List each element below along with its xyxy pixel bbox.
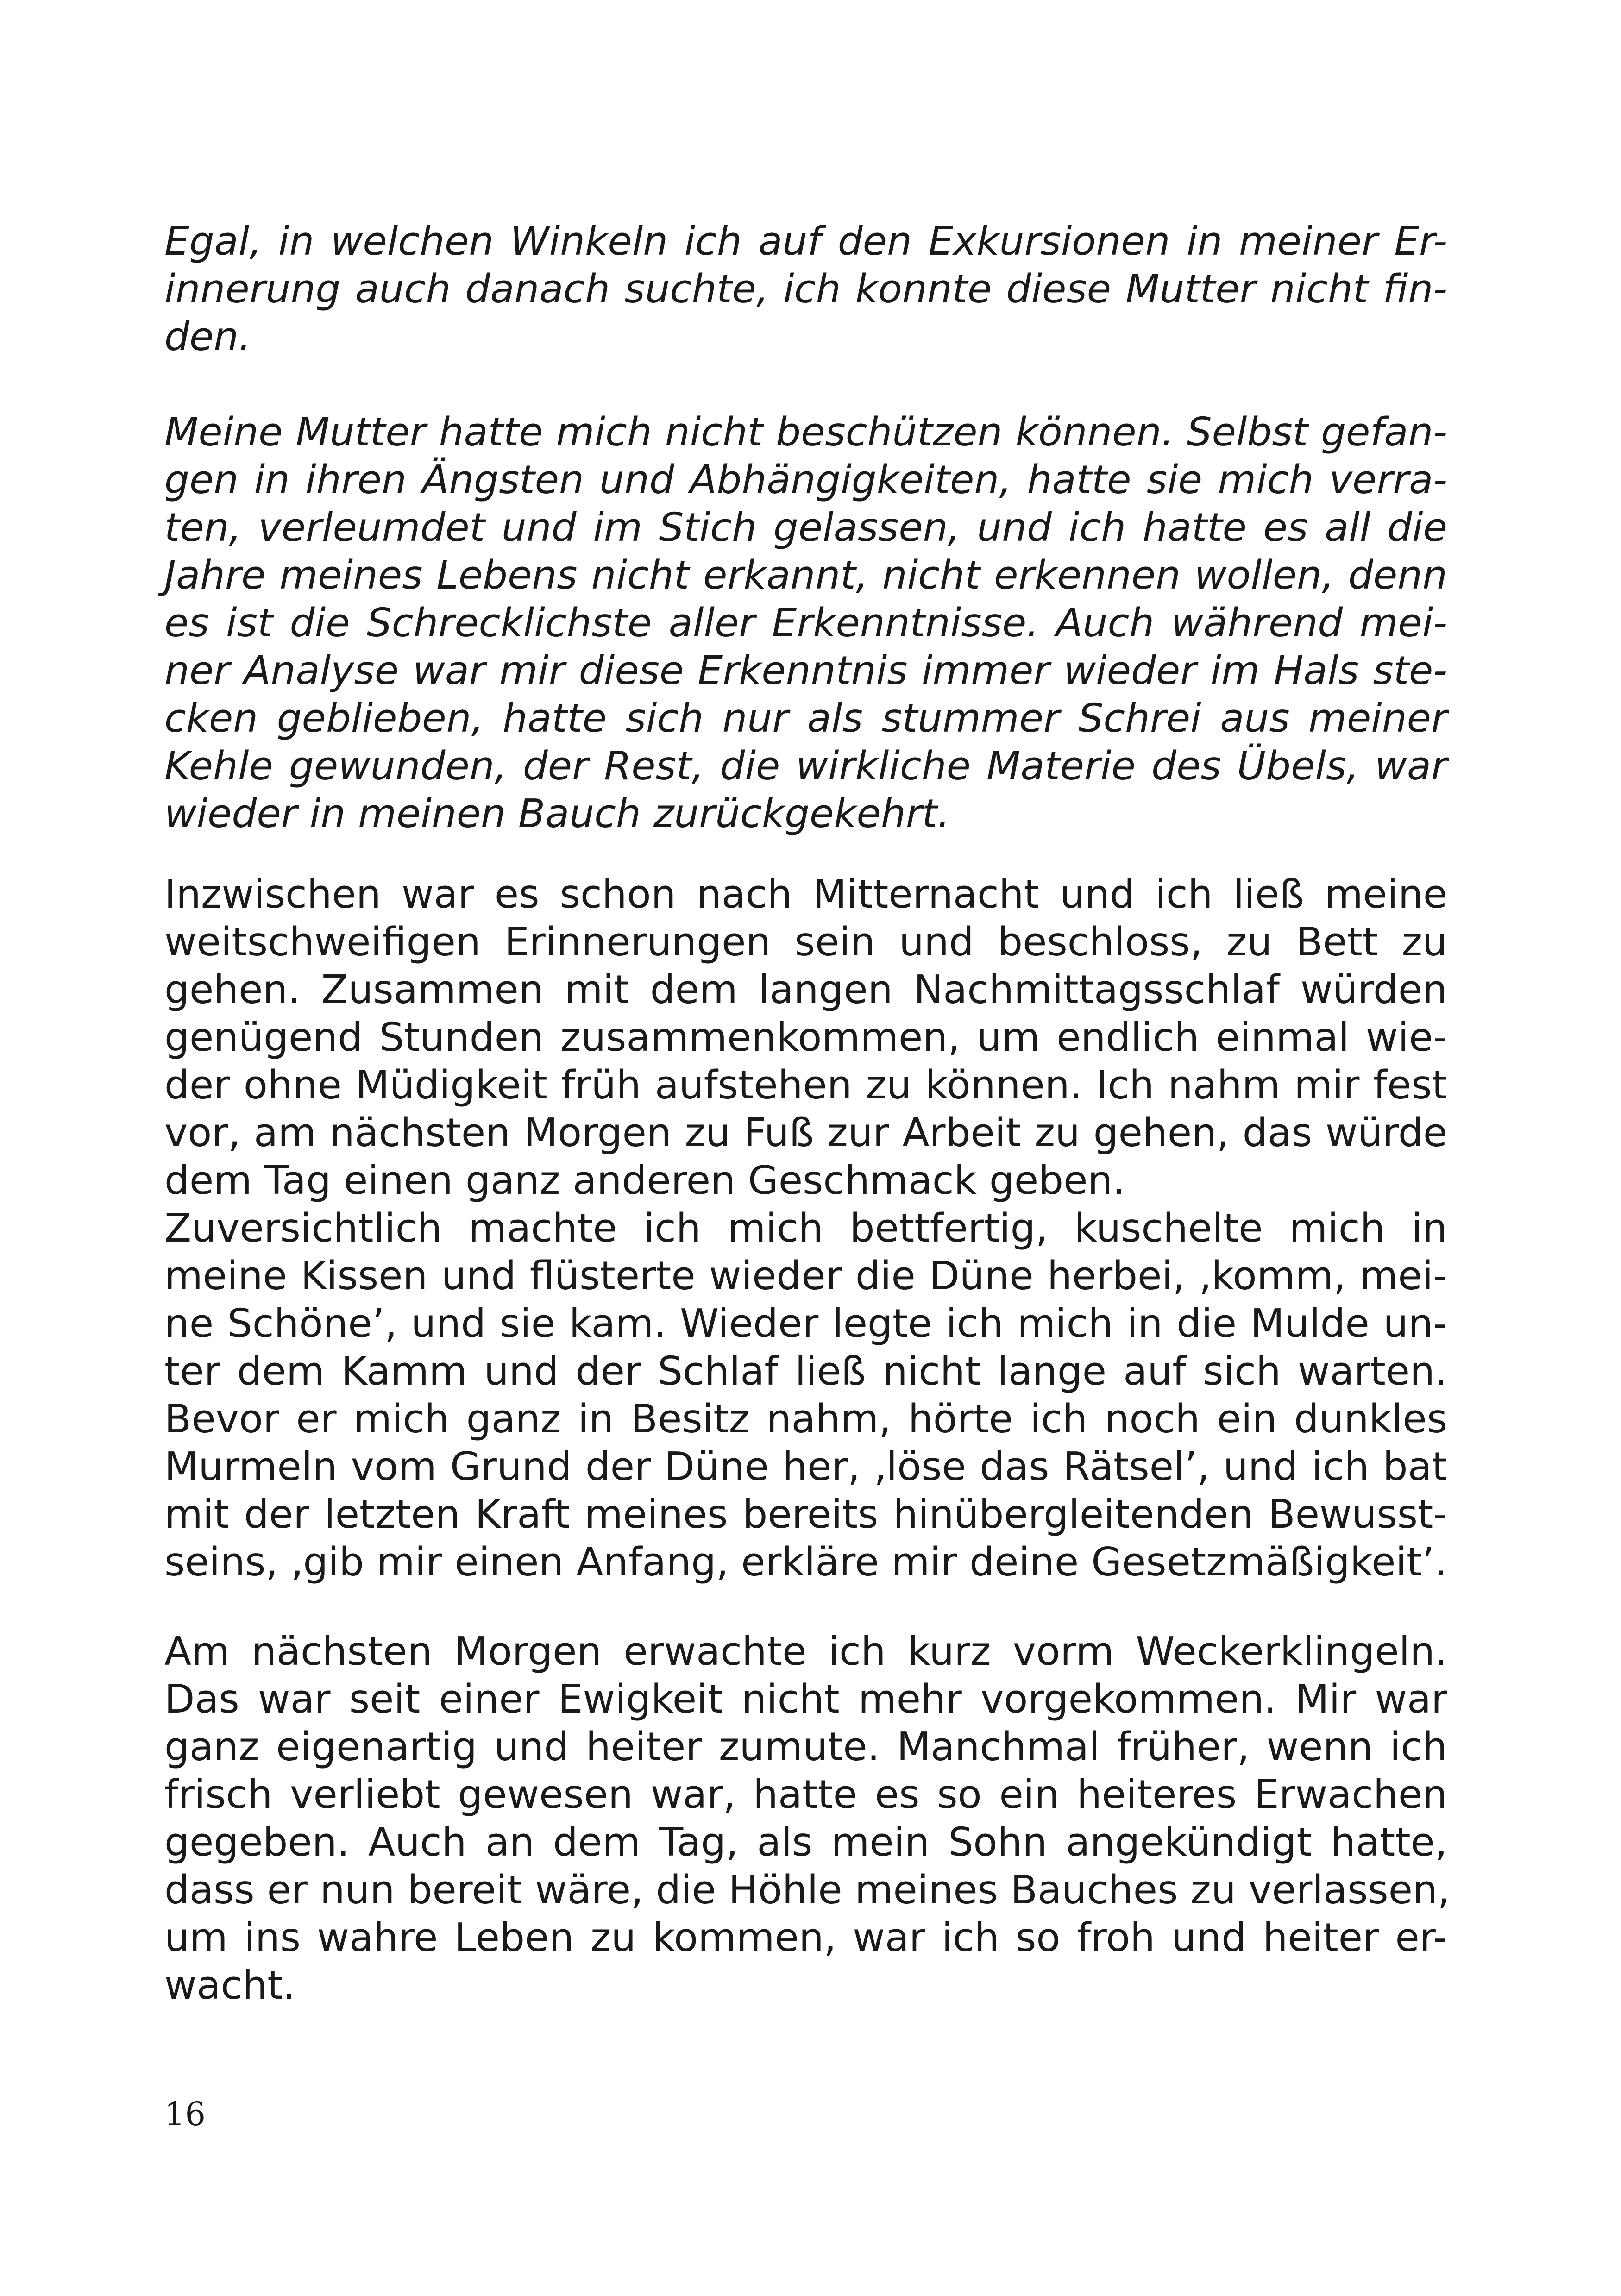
text-line: vor, am nächsten Morgen zu Fuß zur Arbeit zu gehen, das würde — [164, 1110, 1447, 1156]
text-line: ganz eigenartig und heiter zumute. Manchmal früher, wenn ich — [164, 1724, 1447, 1770]
text-line: meine Kissen und flüsterte wieder die Düne herbei, ‚komm, mei- — [164, 1253, 1447, 1299]
text-line: ner Analyse war mir diese Erkenntnis immer wieder im Hals ste- — [164, 648, 1447, 694]
paragraph-3 — [164, 871, 1447, 1586]
text-line: weitschweifigen Erinnerungen sein und beschloss, zu Bett zu — [164, 919, 1447, 965]
text-line: Inzwischen war es schon nach Mitternacht und ich ließ meine — [164, 872, 1447, 917]
paragraph-italic-1 — [164, 218, 1447, 361]
text-line: Kehle gewunden, der Rest, die wirkliche Materie des Übels, war — [164, 743, 1447, 789]
text-line: gen in ihren Ängsten und Abhängigkeiten, hatte sie mich verra- — [164, 457, 1447, 503]
text-line: ne Schöne’, und sie kam. Wieder legte ich mich in die Mulde un- — [164, 1301, 1447, 1347]
text-line: wacht. — [164, 1963, 295, 2008]
text-line: der ohne Müdigkeit früh aufstehen zu können. Ich nahm mir fest — [164, 1062, 1447, 1108]
paragraph-4 — [164, 1628, 1450, 2009]
text-line: um ins wahre Leben zu kommen, war ich so froh und heiter er- — [164, 1915, 1447, 1961]
text-line: Bevor er mich ganz in Besitz nahm, hörte ich noch ein dunkles — [164, 1396, 1447, 1442]
text-line: genügend Stunden zusammenkommen, um endlich einmal wie- — [164, 1015, 1447, 1060]
text-line: Am nächsten Morgen erwachte ich kurz vorm Weckerklingeln. — [164, 1629, 1447, 1675]
text-line: Murmeln vom Grund der Düne her, ‚löse das Rätsel’, und ich bat — [164, 1444, 1447, 1490]
text-line: es ist die Schrecklichste aller Erkenntnisse. Auch während mei- — [164, 600, 1447, 646]
text-line: gegeben. Auch an dem Tag, als mein Sohn angekündigt hatte, — [164, 1819, 1447, 1865]
text-line: Meine Mutter hatte mich nicht beschützen können. Selbst gefan- — [164, 409, 1447, 455]
text-line: Das war seit einer Ewigkeit nicht mehr vorgekommen. Mir war — [164, 1676, 1447, 1722]
text-line: mit der letzten Kraft meines bereits hinübergleitenden Bewusst- — [164, 1492, 1447, 1537]
text-line: cken geblieben, hatte sich nur als stummer Schrei aus meiner — [164, 696, 1447, 741]
text-line: Jahre meines Lebens nicht erkannt, nicht erkennen wollen, denn — [164, 552, 1447, 598]
text-line: wieder in meinen Bauch zurückgekehrt. — [164, 791, 950, 837]
text-line: gehen. Zusammen mit dem langen Nachmittagsschlaf würden — [164, 967, 1447, 1013]
text-line: frisch verliebt gewesen war, hatte es so ein heiteres Erwachen — [164, 1772, 1447, 1818]
paragraph-italic-2 — [164, 408, 1447, 838]
text-line: den. — [164, 314, 251, 360]
text-line: Egal, in welchen Winkeln ich auf den Exkursionen in meiner Er- — [164, 219, 1447, 264]
text-line: dass er nun bereit wäre, die Höhle meines Bauches zu verlassen, — [164, 1867, 1450, 1913]
text-line: innerung auch danach suchte, ich konnte diese Mutter nicht fin- — [164, 266, 1447, 312]
text-line: ter dem Kamm und der Schlaf ließ nicht lange auf sich warten. — [164, 1349, 1447, 1394]
text-line: Zuversichtlich machte ich mich bettfertig, kuschelte mich in — [164, 1205, 1447, 1251]
text-line: dem Tag einen ganz anderen Geschmack geben. — [164, 1158, 1125, 1204]
text-line: ten, verleumdet und im Stich gelassen, und ich hatte es all die — [164, 505, 1447, 551]
page-number: 16 — [164, 2095, 206, 2133]
text-line: seins, ‚gib mir einen Anfang, erkläre mir deine Gesetzmäßigkeit’. — [164, 1539, 1447, 1585]
